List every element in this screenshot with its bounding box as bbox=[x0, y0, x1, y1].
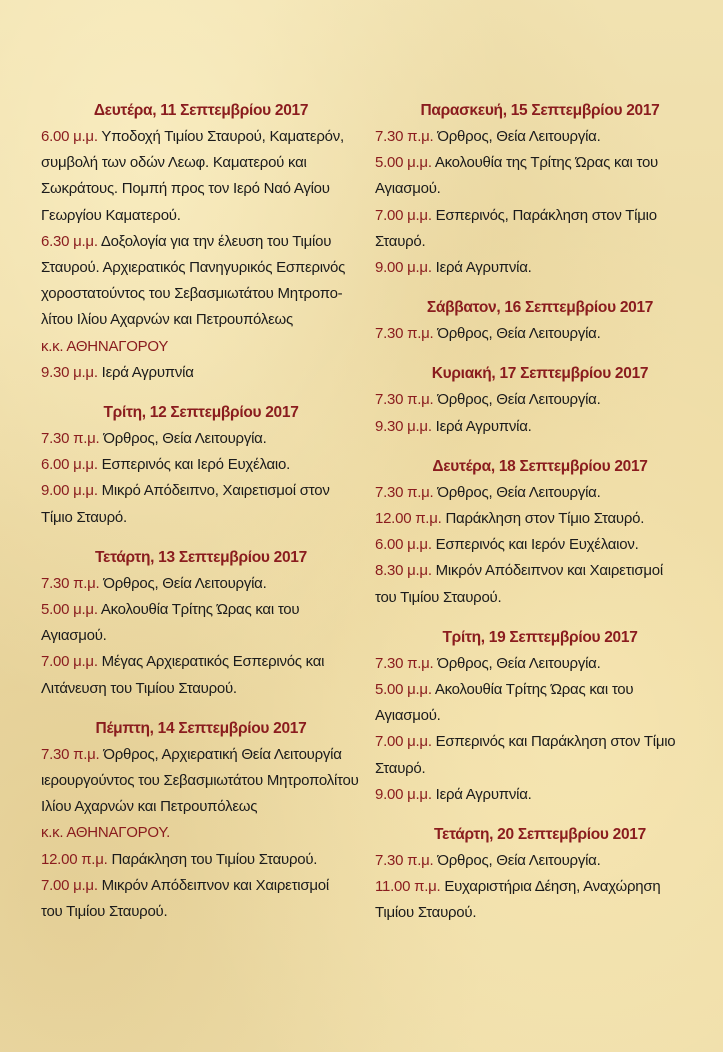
schedule-entry bbox=[375, 203, 705, 255]
schedule-entry bbox=[375, 782, 705, 808]
schedule-entry bbox=[41, 649, 361, 701]
schedule-entry bbox=[41, 742, 361, 847]
schedule-entry bbox=[41, 229, 361, 360]
entry-time: 9.30 μ.μ. bbox=[41, 363, 98, 381]
entry-time: 11.00 π.μ. bbox=[375, 878, 441, 896]
entry-time: 7.30 π.μ. bbox=[375, 483, 434, 501]
entry-text: Όρθρος, Αρχιερατική Θεία Λειτουργία bbox=[99, 745, 342, 763]
entry-time: 7.00 μ.μ. bbox=[41, 876, 98, 894]
entry-text: Γεωργίου Καματερού. bbox=[41, 206, 181, 224]
entry-time: 9.30 μ.μ. bbox=[375, 417, 432, 435]
schedule-entry bbox=[375, 150, 705, 202]
entry-text: Ακολουθία Τρίτης Ώρας και του bbox=[431, 681, 634, 699]
day-block bbox=[375, 98, 705, 281]
entry-time: 7.00 μ.μ. bbox=[375, 733, 432, 751]
schedule-entry bbox=[375, 387, 705, 413]
entry-text: Όρθρος, Θεία Λειτουργία. bbox=[433, 128, 601, 145]
day-heading: Παρασκευή, 15 Σεπτεμβρίου 2017 bbox=[420, 102, 660, 119]
entry-time: 5.00 μ.μ. bbox=[375, 681, 432, 699]
entry-text: Όρθρος, Θεία Λειτουργία. bbox=[99, 430, 267, 448]
entry-time: 7.30 π.μ. bbox=[375, 852, 434, 870]
metropolitan-name: κ.κ. ΑΘΗΝΑΓΟΡΟΥ. bbox=[41, 824, 171, 842]
entry-text: Όρθρος, Θεία Λειτουργία. bbox=[433, 852, 601, 870]
entry-time: 7.30 π.μ. bbox=[41, 574, 100, 592]
entry-time: 8.30 μ.μ. bbox=[375, 562, 432, 580]
entry-time: 12.00 π.μ. bbox=[41, 850, 108, 868]
entry-time: 7.00 μ.μ. bbox=[375, 206, 432, 224]
day-heading: Τρίτη, 12 Σεπτεμβρίου 2017 bbox=[103, 404, 299, 422]
entry-text: Ιερά Αγρυπνία. bbox=[431, 785, 532, 803]
entry-time: 9.00 μ.μ. bbox=[41, 482, 98, 500]
schedule-entry bbox=[375, 651, 705, 677]
schedule-entry bbox=[375, 677, 705, 729]
entry-text: Εσπερινός και Ιερόν Ευχέλαιον. bbox=[431, 536, 639, 554]
day-heading: Τετάρτη, 13 Σεπτεμβρίου 2017 bbox=[95, 548, 307, 566]
day-heading: Δευτέρα, 11 Σεπτεμβρίου 2017 bbox=[93, 102, 309, 119]
entry-time: 6.00 μ.μ. bbox=[41, 128, 98, 145]
schedule-entry bbox=[41, 873, 361, 925]
entry-text: Σωκράτους. Πομπή προς τον Ιερό Ναό Αγίου bbox=[41, 180, 330, 198]
entry-text: Παράκληση στον Τίμιο Σταυρό. bbox=[441, 510, 645, 528]
entry-text: συμβολή των οδών Λεωφ. Καματερού και bbox=[41, 154, 307, 172]
day-block bbox=[375, 295, 705, 347]
day-block bbox=[375, 454, 705, 611]
entry-text: Ιερά Αγρυπνία. bbox=[431, 417, 532, 435]
entry-time: 9.00 μ.μ. bbox=[375, 785, 432, 803]
day-block bbox=[41, 400, 361, 531]
schedule-entry bbox=[375, 124, 705, 150]
entry-time: 7.30 π.μ. bbox=[375, 391, 434, 409]
entry-time: 6.00 μ.μ. bbox=[41, 456, 98, 474]
schedule-entry bbox=[41, 360, 361, 386]
day-heading: Τετάρτη, 20 Σεπτεμβρίου 2017 bbox=[434, 826, 646, 844]
entry-text: Αγιασμού. bbox=[41, 627, 107, 645]
entry-time: 12.00 π.μ. bbox=[375, 510, 442, 528]
entry-time: 7.30 π.μ. bbox=[375, 325, 434, 343]
entry-text: Αγιασμού. bbox=[375, 707, 441, 725]
entry-text: Ακολουθία Τρίτης Ώρας και του bbox=[97, 601, 300, 619]
schedule-entry bbox=[41, 597, 361, 649]
entry-text: Τιμίου Σταυρού. bbox=[375, 904, 477, 922]
entry-text: Ευχαριστήρια Δέηση, Αναχώρηση bbox=[440, 878, 661, 896]
entry-text: Εσπερινός και Ιερό Ευχέλαιο. bbox=[97, 456, 290, 474]
day-block bbox=[41, 545, 361, 702]
right-column bbox=[375, 98, 705, 941]
day-block bbox=[375, 822, 705, 927]
schedule-entry bbox=[375, 321, 705, 347]
day-heading: Κυριακή, 17 Σεπτεμβρίου 2017 bbox=[431, 365, 649, 383]
entry-text: Δοξολογία για την έλευση του Τιμίου bbox=[97, 232, 332, 250]
entry-text: Μικρό Απόδειπνο, Χαιρετισμοί στον bbox=[97, 482, 330, 500]
schedule-entry bbox=[375, 729, 705, 781]
entry-text: Μικρόν Απόδειπνον και Χαιρετισμοί bbox=[431, 562, 663, 580]
entry-time: 6.00 μ.μ. bbox=[375, 536, 432, 554]
schedule-entry bbox=[375, 532, 705, 558]
entry-text: λίτου Ιλίου Αχαρνών και Πετρουπόλεως bbox=[41, 311, 293, 329]
entry-text: Όρθρος, Θεία Λειτουργία. bbox=[433, 483, 601, 501]
day-heading: Σάββατον, 16 Σεπτεμβρίου 2017 bbox=[426, 299, 654, 317]
entry-text: Παράκληση του Τιμίου Σταυρού. bbox=[107, 850, 318, 868]
schedule-entry bbox=[375, 506, 705, 532]
entry-text: Όρθρος, Θεία Λειτουργία. bbox=[433, 325, 601, 343]
entry-text: του Τιμίου Σταυρού. bbox=[41, 903, 168, 921]
entry-time: 7.30 π.μ. bbox=[375, 654, 434, 672]
schedule-entry bbox=[375, 414, 705, 440]
day-block bbox=[375, 361, 705, 439]
entry-time: 9.00 μ.μ. bbox=[375, 259, 432, 277]
entry-time: 5.00 μ.μ. bbox=[375, 154, 432, 172]
entry-time: 7.30 π.μ. bbox=[41, 745, 100, 763]
entry-text: του Τιμίου Σταυρού. bbox=[375, 588, 502, 606]
schedule-entry bbox=[41, 847, 361, 873]
entry-text: Σταυρό. bbox=[375, 232, 426, 250]
entry-text: Ιλίου Αχαρνών και Πετρουπόλεως bbox=[41, 798, 258, 816]
day-block bbox=[41, 98, 361, 386]
day-heading: Πέμπτη, 14 Σεπτεμβρίου 2017 bbox=[95, 719, 307, 737]
entry-text: Λιτάνευση του Τιμίου Σταυρού. bbox=[41, 679, 237, 697]
day-block bbox=[41, 716, 361, 925]
entry-text: Εσπερινός και Παράκληση στον Τίμιο bbox=[431, 733, 676, 751]
entry-time: 7.30 π.μ. bbox=[375, 128, 434, 145]
entry-text: Μέγας Αρχιερατικός Εσπερινός και bbox=[97, 653, 325, 671]
entry-time: 5.00 μ.μ. bbox=[41, 601, 98, 619]
left-column bbox=[41, 98, 361, 939]
entry-text: Ακολουθία της Τρίτης Ώρας και του bbox=[431, 154, 659, 172]
entry-text: Όρθρος, Θεία Λειτουργία. bbox=[99, 574, 267, 592]
day-block bbox=[375, 625, 705, 808]
entry-text: Σταυρό. bbox=[375, 759, 426, 777]
entry-text: Σταυρού. Αρχιερατικός Πανηγυρικός Εσπερινός bbox=[41, 259, 346, 277]
entry-text: ιερουργούντος του Σεβασμιωτάτου Μητροπολίτου bbox=[41, 772, 359, 790]
schedule-entry bbox=[375, 558, 705, 610]
schedule-entry bbox=[41, 124, 361, 229]
entry-text: Όρθρος, Θεία Λειτουργία. bbox=[433, 654, 601, 672]
entry-time: 6.30 μ.μ. bbox=[41, 232, 98, 250]
entry-time: 7.30 π.μ. bbox=[41, 430, 100, 448]
entry-text: Μικρόν Απόδειπνον και Χαιρετισμοί bbox=[97, 876, 329, 894]
entry-text: Ιερά Αγρυπνία bbox=[97, 363, 194, 381]
day-heading: Τρίτη, 19 Σεπτεμβρίου 2017 bbox=[442, 628, 638, 646]
entry-text: χοροστατούντος του Σεβασμιωτάτου Μητροπο- bbox=[41, 285, 343, 303]
entry-text: Τίμιο Σταυρό. bbox=[41, 508, 127, 526]
schedule-entry bbox=[41, 452, 361, 478]
schedule-entry bbox=[375, 255, 705, 281]
schedule-entry bbox=[375, 480, 705, 506]
schedule-entry bbox=[375, 874, 705, 926]
entry-text: Αγιασμού. bbox=[375, 180, 441, 198]
day-heading: Δευτέρα, 18 Σεπτεμβρίου 2017 bbox=[432, 457, 648, 475]
metropolitan-name: κ.κ. ΑΘΗΝΑΓΟΡΟΥ bbox=[41, 337, 169, 355]
entry-time: 7.00 μ.μ. bbox=[41, 653, 98, 671]
entry-text: Όρθρος, Θεία Λειτουργία. bbox=[433, 391, 601, 409]
schedule-entry bbox=[41, 426, 361, 452]
schedule-entry bbox=[41, 478, 361, 530]
entry-text: Υποδοχή Τιμίου Σταυρού, Καματερόν, bbox=[97, 128, 344, 145]
entry-text: Εσπερινός, Παράκληση στον Τίμιο bbox=[431, 206, 657, 224]
entry-text: Ιερά Αγρυπνία. bbox=[431, 259, 532, 277]
schedule-entry bbox=[375, 848, 705, 874]
schedule-entry bbox=[41, 571, 361, 597]
